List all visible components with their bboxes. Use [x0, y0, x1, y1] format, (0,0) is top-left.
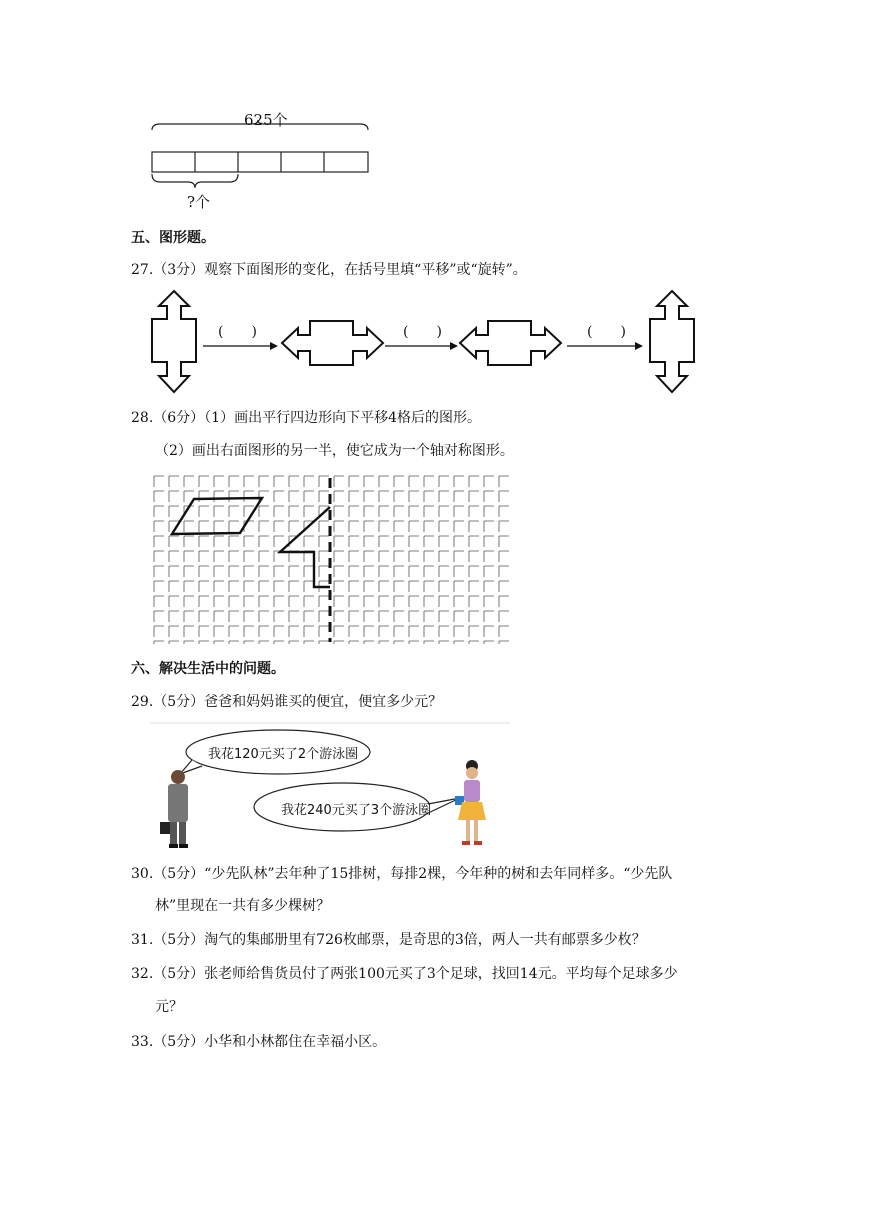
father-speech: 我花120元买了2个游泳圈 [208, 747, 359, 762]
section-title: 五、图形题。 [131, 230, 215, 246]
answer-blank-2[interactable]: ( ) [403, 324, 442, 340]
father-figure [160, 770, 188, 848]
question-28-part1: 28.（6分）（1）画出平行四边形向下平移4格后的图形。 [131, 410, 481, 426]
part-label: ?个 [187, 193, 211, 211]
question-29: 29.（5分）爸爸和妈妈谁买的便宜，便宜多少元？ [131, 694, 443, 710]
question-27: 27.（3分）观察下面图形的变化，在括号里填“平移”或“旋转”。 [131, 262, 527, 278]
question-32-line2: 元？ [155, 999, 183, 1015]
mother-speech: 我花240元买了3个游泳圈 [281, 803, 432, 818]
mother-figure [455, 760, 486, 845]
transformation-figure [145, 288, 705, 396]
question-30-line2: 林”里现在一共有多少棵树？ [155, 898, 331, 914]
answer-blank-1[interactable]: ( ) [218, 324, 257, 340]
section-title: 六、解决生活中的问题。 [131, 661, 285, 677]
question-31: 31.（5分）淘气的集邮册里有726枚邮票，是奇思的3倍，两人一共有邮票多少枚？ [131, 932, 646, 948]
question-28-part2: （2）画出右面图形的另一半，使它成为一个轴对称图形。 [155, 443, 514, 459]
grid-figure [152, 474, 514, 646]
total-label: 625个 [244, 111, 288, 129]
question-30-line1: 30.（5分）“少先队林”去年种了15排树，每排2棵，今年种的树和去年同样多。“少先队 [131, 866, 673, 882]
question-33: 33.（5分）小华和小林都住在幸福小区。 [131, 1034, 387, 1050]
shopping-illustration [150, 722, 512, 852]
answer-blank-3[interactable]: ( ) [587, 324, 626, 340]
question-32-line1: 32.（5分）张老师给售货员付了两张100元买了3个足球，找回14元。平均每个足球多少 [131, 966, 678, 982]
